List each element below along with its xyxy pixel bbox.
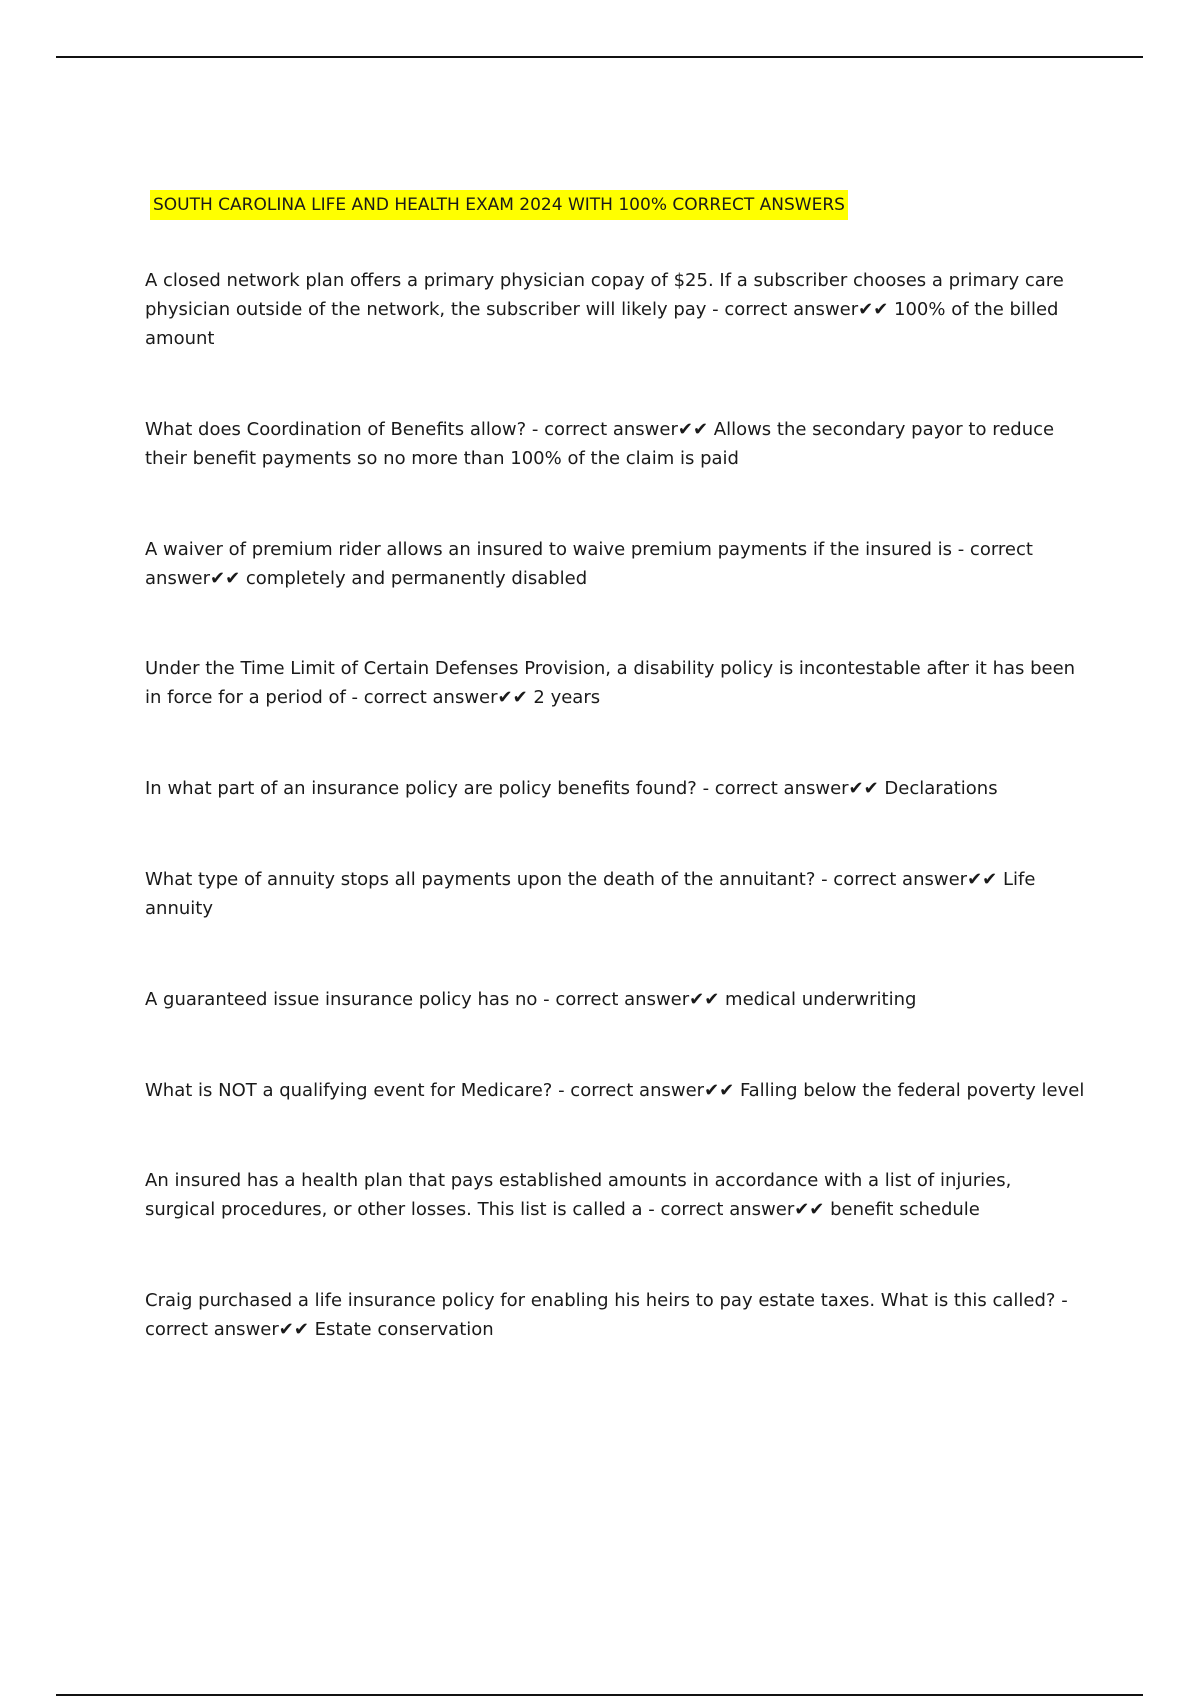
document-title: SOUTH CAROLINA LIFE AND HEALTH EXAM 2024 WITH 100% CORRECT ANSWERS — [150, 190, 848, 220]
qa-item-2: What does Coordination of Benefits allow? - correct answer✔✔ Allows the secondary payor to reduce their benefit payments so no more than 100% of the claim is paid — [145, 419, 1055, 469]
qa-item-4: Under the Time Limit of Certain Defenses Provision, a disability policy is incontestable after it has been in force for a period of - correct answer✔✔ 2 years — [145, 658, 1076, 708]
qa-item-5: In what part of an insurance policy are policy benefits found? - correct answer✔✔ Declarations — [145, 778, 998, 799]
qa-item-9: An insured has a health plan that pays established amounts in accordance with a list of injuries, surgical procedures, or other losses. This list is called a - correct answer✔✔ benefit schedule — [145, 1170, 1012, 1220]
qa-item-6: What type of annuity stops all payments upon the death of the annuitant? - correct answer✔✔ Life annuity — [145, 869, 1036, 919]
header-rule — [56, 56, 1143, 58]
document-body — [145, 190, 1085, 1344]
footer-rule — [56, 1694, 1143, 1696]
qa-item-10: Craig purchased a life insurance policy for enabling his heirs to pay estate taxes. What is this called? - correct answer✔✔ Estate conservation — [145, 1290, 1068, 1340]
qa-item-1: A closed network plan offers a primary physician copay of $25. If a subscriber chooses a primary care physician outside of the network, the subscriber will likely pay - correct answer✔✔ 100% of the billed amount — [145, 270, 1064, 349]
qa-item-7: A guaranteed issue insurance policy has no - correct answer✔✔ medical underwriting — [145, 989, 917, 1010]
qa-item-3: A waiver of premium rider allows an insured to waive premium payments if the insured is - correct answer✔✔ completely and permanently disabled — [145, 539, 1033, 589]
qa-item-8: What is NOT a qualifying event for Medicare? - correct answer✔✔ Falling below the federal poverty level — [145, 1080, 1085, 1101]
